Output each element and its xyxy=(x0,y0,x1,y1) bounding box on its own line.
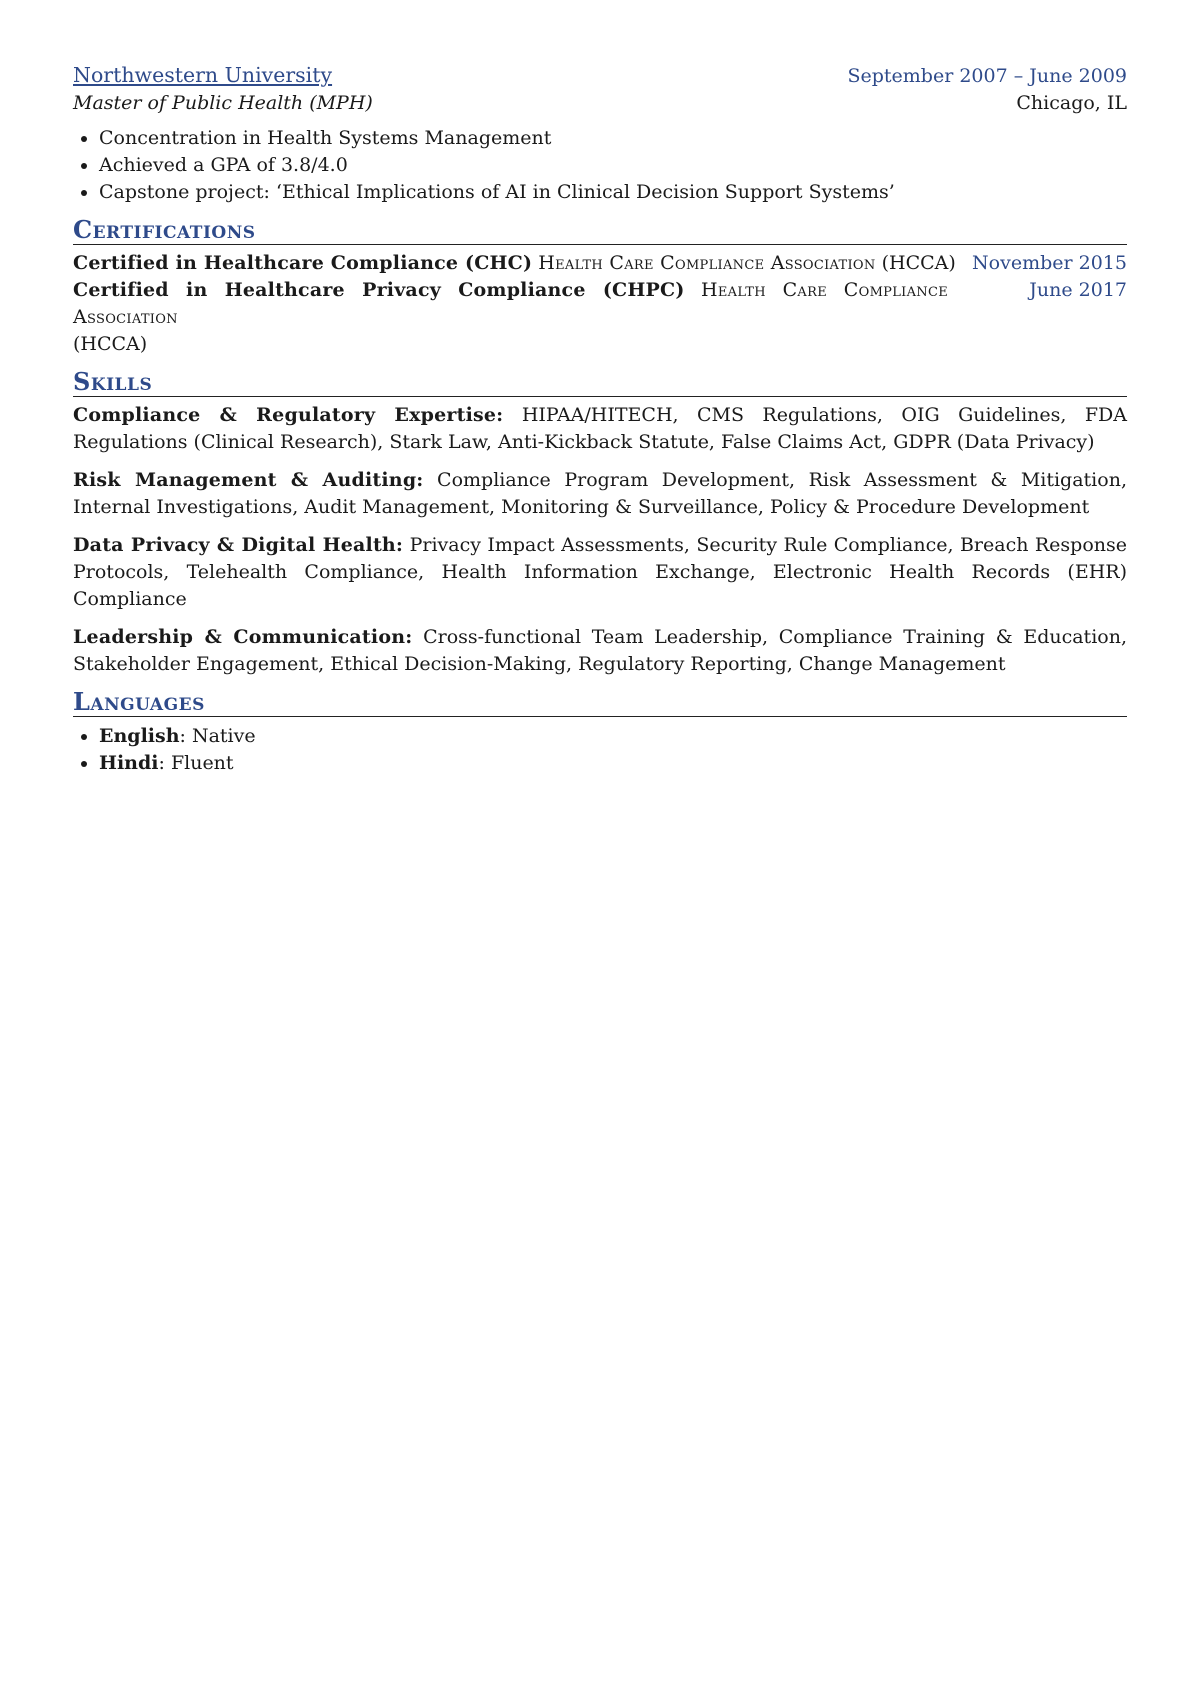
education-subheader-row xyxy=(73,90,1127,117)
certification-item xyxy=(73,277,1127,331)
education-bullet: • Capstone project: ‘Ethical Implications of AI in Clinical Decision Support Systems’ xyxy=(99,179,1127,206)
certification-org: Health Care Compliance Association xyxy=(538,252,876,274)
certification-name: Certified in Healthcare Compliance (CHC) xyxy=(73,252,533,274)
certifications-heading: Certifications xyxy=(73,215,1127,245)
skill-group-label: Data Privacy & Digital Health: xyxy=(73,534,404,556)
languages-list xyxy=(73,723,1127,777)
language-level: : Native xyxy=(179,725,256,747)
skill-group-text: Privacy Impact Assessments, Security Rule Compliance, Breach Response Protocols, Telehealth Compliance, Health Information Exchange, Electronic Health Records (EHR) Compliance xyxy=(73,534,1128,610)
degree-title: Master of Public Health (MPH) xyxy=(73,92,373,114)
skill-group xyxy=(73,624,1127,678)
skill-group xyxy=(73,467,1127,521)
skill-group-text: HIPAA/HITECH, CMS Regulations, OIG Guidelines, FDA Regulations (Clinical Research), Stark Law, Anti-Kickback Statute, False Claims Act, GDPR (Data Privacy) xyxy=(73,404,1127,453)
skill-group-text: Compliance Program Development, Risk Assessment & Mitigation, Internal Investigations, Audit Management, Monitoring & Surveillance, Policy & Procedure Development xyxy=(73,469,1127,518)
certification-name: Certified in Healthcare Privacy Compliance (CHPC) xyxy=(73,279,685,301)
languages-heading: Languages xyxy=(73,687,1127,717)
resume-page xyxy=(73,62,1127,777)
skill-group-text: Cross-functional Team Leadership, Compliance Training & Education, Stakeholder Engagement, Ethical Decision-Making, Regulatory Reporting, Change Management xyxy=(73,626,1127,675)
language-item xyxy=(99,750,1127,777)
education-location: Chicago, IL xyxy=(1016,92,1127,114)
skill-group xyxy=(73,532,1127,613)
language-item xyxy=(99,723,1127,750)
certification-org: Health Care Compliance Association xyxy=(73,279,948,328)
certification-date: November 2015 xyxy=(972,252,1127,274)
skill-group-label: Compliance & Regulatory Expertise: xyxy=(73,404,504,426)
education-bullets xyxy=(73,125,1127,206)
skill-group-label: Risk Management & Auditing: xyxy=(73,469,424,491)
certification-date: June 2017 xyxy=(1029,279,1127,301)
skills-section xyxy=(73,367,1127,678)
education-dates: September 2007 – June 2009 xyxy=(847,65,1127,87)
school-name-link[interactable]: Northwestern University xyxy=(73,63,333,87)
languages-section xyxy=(73,687,1127,777)
certification-item xyxy=(73,250,1127,277)
skill-group xyxy=(73,402,1127,456)
skill-group-label: Leadership & Communication: xyxy=(73,626,413,648)
education-header-row xyxy=(73,62,1127,90)
education-bullet: • Concentration in Health Systems Management xyxy=(99,125,1127,152)
skills-heading: Skills xyxy=(73,367,1127,397)
education-entry xyxy=(73,62,1127,206)
language-name: English xyxy=(99,725,180,747)
certification-org-abbr: (HCCA) xyxy=(881,252,956,274)
certification-org-abbr: (HCCA) xyxy=(73,333,148,355)
language-level: : Fluent xyxy=(158,752,234,774)
certifications-section xyxy=(73,215,1127,358)
education-bullet: • Achieved a GPA of 3.8/4.0 xyxy=(99,152,1127,179)
language-name: Hindi xyxy=(99,752,159,774)
